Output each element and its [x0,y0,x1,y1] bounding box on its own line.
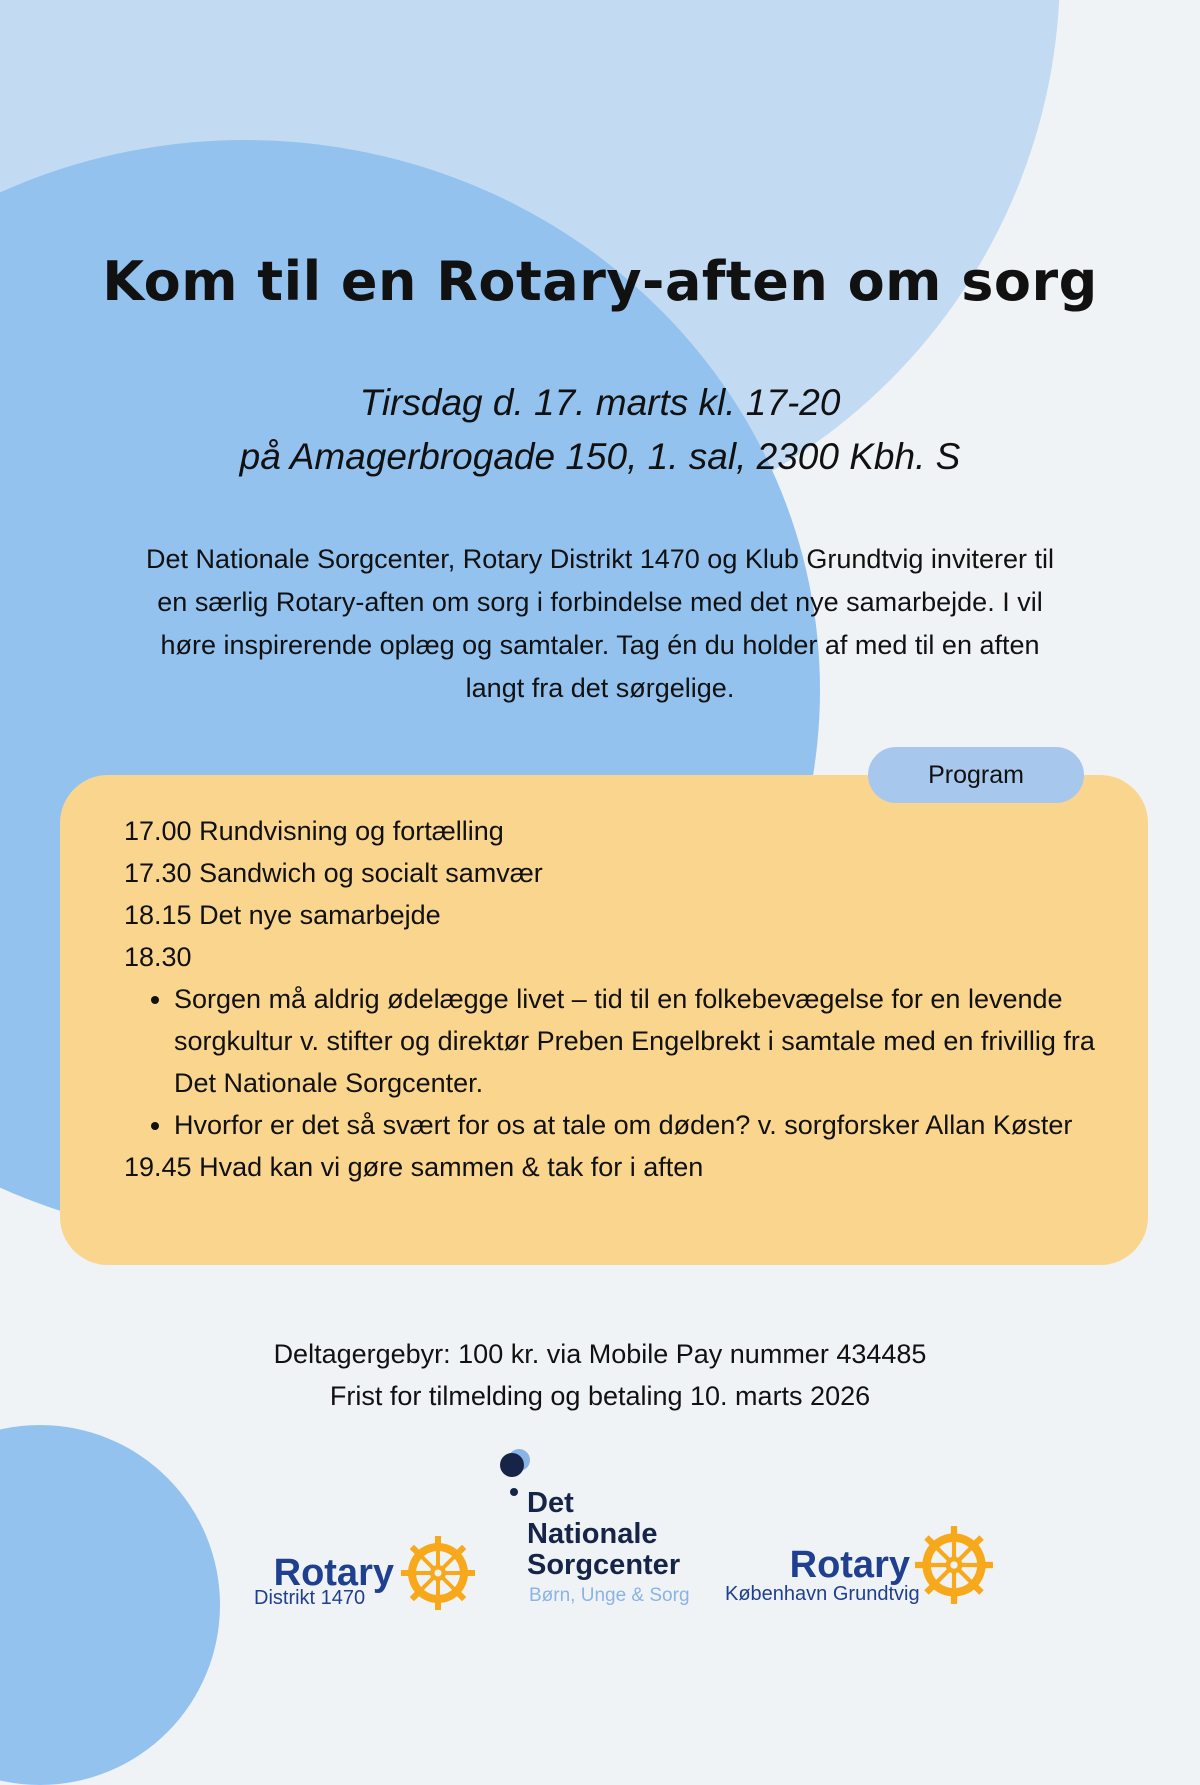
program-item: 19.45 Hvad kan vi gøre sammen & tak for i aften [124,1152,704,1182]
program-item: 18.15 Det nye samarbejde [124,900,441,930]
nsc-line: Nationale [527,1518,658,1550]
program-bullet: • Sorgen må aldrig ødelægge livet – tid til en folkebevægelse for en levende sorgkultur v. stifter og direktør Preben Engelbrekt i samtale med en frivillig fra Det Nationale Sorgcenter. [174,978,1114,1104]
nsc-line: Det [527,1487,574,1519]
nsc-line: Sorgcenter [527,1549,681,1581]
rotary-wheel-icon [914,1525,994,1605]
program-bullets [124,978,1114,1146]
bg-circle-bottom [0,1425,220,1785]
event-date: Tirsdag d. 17. marts kl. 17-20 [359,382,841,423]
nsc-logo [495,1448,735,1607]
fee-info [0,1333,1200,1417]
program-label: Program [868,747,1084,803]
intro-text: Det Nationale Sorgcenter, Rotary Distrikt 1470 og Klub Grundtvig inviterer til en særlig Rotary-aften om sorg i forbindelse med det nye samarbejde. I vil høre inspirerende oplæg og samtaler. Tag én du holder af med til en aften langt fra det sørgelige. [146,544,1054,703]
program-list [124,810,1114,1188]
rotary-subtitle: Distrikt 1470 [254,1587,366,1609]
page-title: Kom til en Rotary-aften om sorg [102,250,1098,313]
program-item: 17.30 Sandwich og socialt samvær [124,858,543,888]
deadline-line: Frist for tilmelding og betaling 10. marts 2026 [329,1381,871,1411]
rotary-wheel-icon [400,1535,476,1611]
nsc-subtitle: Børn, Unge & Sorg [529,1585,690,1606]
rotary-word: Rotary [273,1552,394,1594]
fee-line: Deltagergebyr: 100 kr. via Mobile Pay nummer 434485 [273,1339,927,1369]
event-address: på Amagerbrogade 150, 1. sal, 2300 Kbh. S [239,436,961,477]
rotary-distrikt-logo [254,1535,476,1610]
program-item: 18.30 [124,942,192,972]
program-item: 17.00 Rundvisning og fortælling [124,816,504,846]
rotary-grundtvig-logo [725,1525,994,1606]
program-bullet: • Hvorfor er det så svært for os at tale om døden? v. sorgforsker Allan Køster [174,1104,1114,1146]
rotary-subtitle: København Grundtvig [725,1583,920,1605]
nsc-drop-icon [495,1448,535,1502]
rotary-word: Rotary [789,1544,910,1586]
